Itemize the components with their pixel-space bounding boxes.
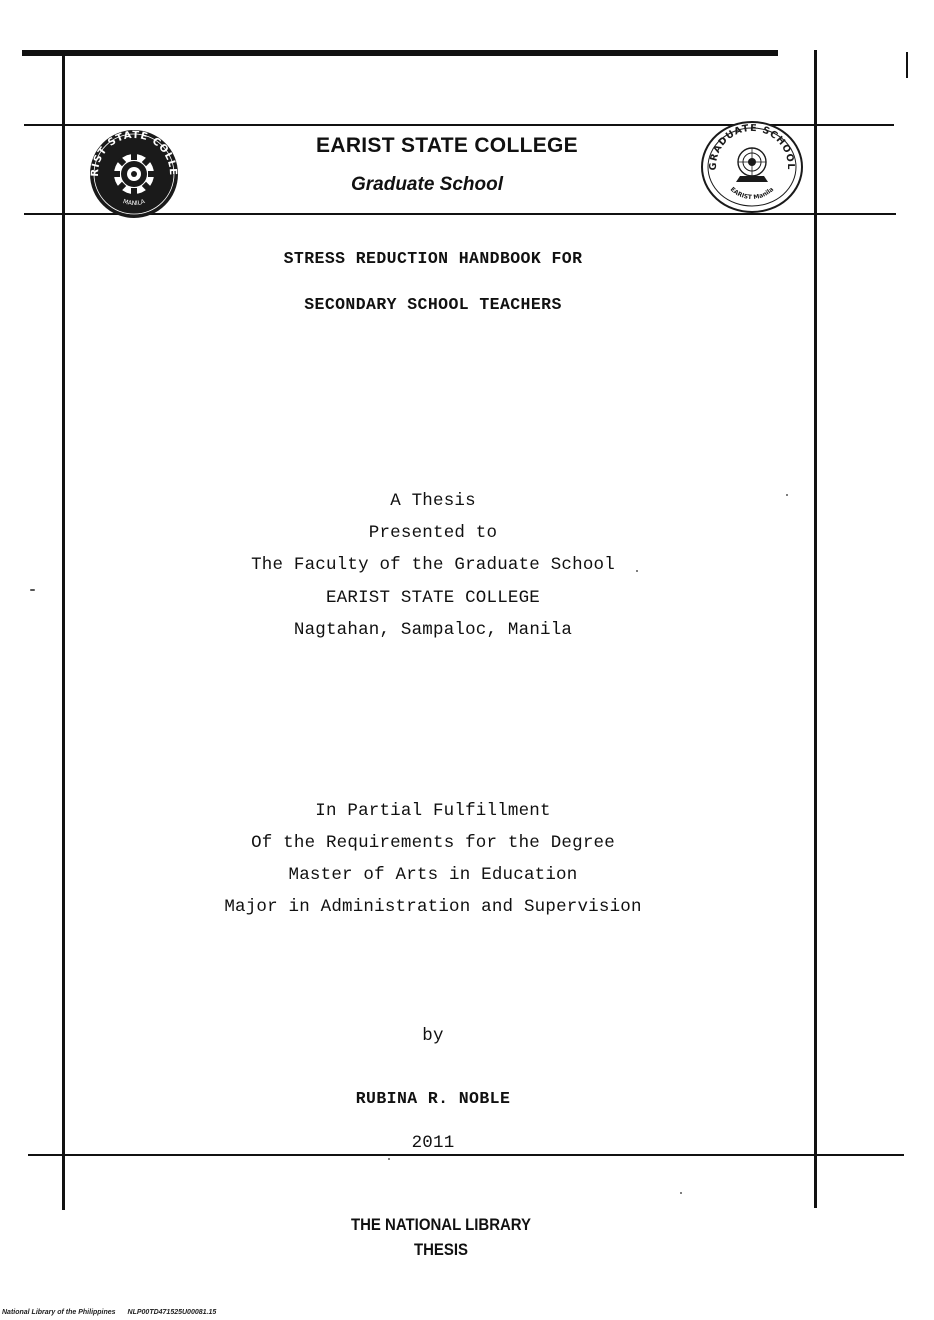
scan-speck bbox=[388, 1158, 390, 1160]
presentation-line-1: A Thesis bbox=[390, 491, 476, 511]
scan-speck bbox=[680, 1192, 682, 1194]
author-name: RUBINA R. NOBLE bbox=[355, 1089, 511, 1108]
right-seal-subtext: EARIST Manila bbox=[728, 186, 776, 202]
fulfillment-line-1: In Partial Fulfillment bbox=[315, 801, 551, 821]
footer-source bbox=[2, 1309, 216, 1316]
presentation-line-2: Presented to bbox=[368, 523, 498, 543]
presentation-line-4: EARIST STATE COLLEGE bbox=[325, 588, 541, 608]
right-seal-text: GRADUATE SCHOOL bbox=[707, 122, 797, 171]
institution-name: EARIST STATE COLLEGE bbox=[316, 134, 578, 157]
fulfillment-line-2: Of the Requirements for the Degree bbox=[251, 833, 615, 853]
scan-speck bbox=[30, 589, 35, 591]
division-name: Graduate School bbox=[350, 174, 504, 195]
right-margin-tick bbox=[906, 52, 908, 78]
scan-speck bbox=[786, 494, 788, 496]
library-stamp-line-1: THE NATIONAL LIBRARY bbox=[350, 1215, 532, 1234]
left-seal-subtext: MANILA bbox=[122, 198, 146, 208]
footer-rule bbox=[28, 1154, 904, 1156]
left-seal-text: RIST STATE COLLE bbox=[89, 129, 179, 177]
thesis-year: 2011 bbox=[411, 1133, 455, 1153]
presentation-line-3: The Faculty of the Graduate School bbox=[251, 555, 615, 575]
thesis-title-line-1: STRESS REDUCTION HANDBOOK FOR bbox=[283, 249, 583, 268]
presentation-line-5: Nagtahan, Sampaloc, Manila bbox=[293, 620, 573, 640]
footer-source-code: NLP00TD471525U00081.15 bbox=[127, 1309, 217, 1316]
thesis-title-line-2: SECONDARY SCHOOL TEACHERS bbox=[304, 295, 562, 314]
fulfillment-line-3: Master of Arts in Education bbox=[288, 865, 578, 885]
scan-speck bbox=[636, 570, 638, 572]
graduate-school-seal-icon bbox=[700, 120, 804, 214]
top-thick-rule bbox=[22, 50, 778, 56]
library-stamp-line-2: THESIS bbox=[413, 1240, 469, 1259]
footer-source-name: National Library of the Philippines bbox=[2, 1309, 116, 1316]
by-label: by bbox=[422, 1026, 444, 1046]
fulfillment-line-4: Major in Administration and Supervision bbox=[224, 897, 642, 917]
